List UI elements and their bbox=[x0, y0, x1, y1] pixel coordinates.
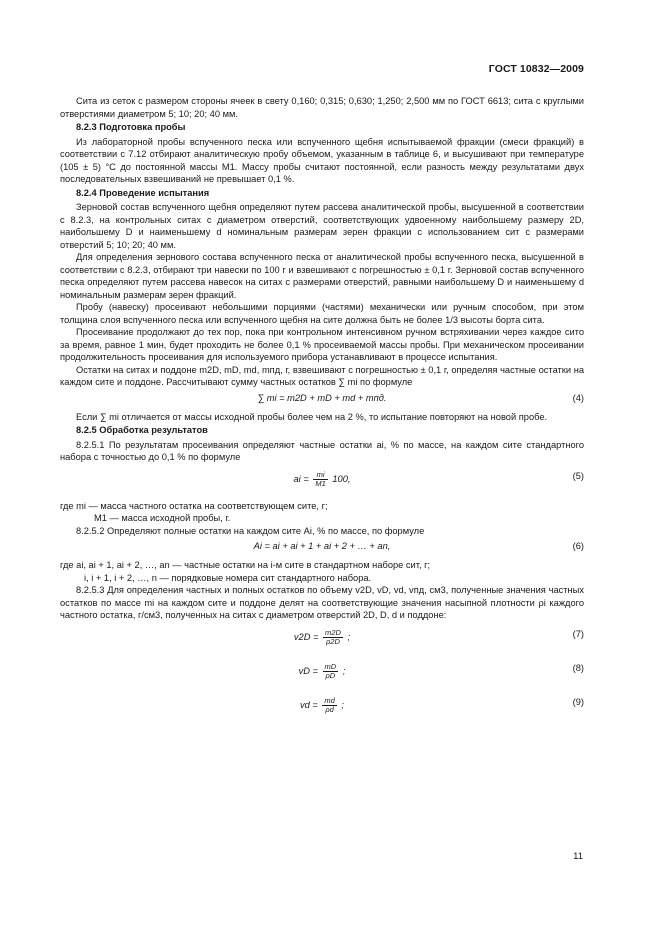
equation-6-number: (6) bbox=[572, 541, 584, 551]
document-body bbox=[60, 95, 584, 726]
equation-9-number: (9) bbox=[572, 696, 584, 707]
equation-7-fraction bbox=[323, 629, 343, 646]
equation-8-body bbox=[60, 663, 584, 680]
equation-7-rhs: ; bbox=[347, 631, 351, 642]
equation-8-denominator: ρD bbox=[325, 670, 336, 680]
equation-4 bbox=[60, 391, 584, 407]
paragraph-full-residues: 8.2.5.2 Определяют полные остатки на каждом сите Ai, % по массе, по формуле bbox=[76, 525, 425, 536]
equation-7-numerator: m2D bbox=[325, 627, 341, 637]
equation-5-rhs: 100, bbox=[332, 473, 351, 484]
equation-5-fraction bbox=[313, 471, 327, 488]
where-clause-1b: M1 — масса исходной пробы, г. bbox=[94, 513, 231, 523]
equation-8 bbox=[60, 658, 584, 688]
heading-8-2-5: 8.2.5 Обработка результатов bbox=[76, 425, 208, 435]
paragraph-sieving-method: Пробу (навеску) просеивают небольшими порциями (частями) механически или ручным способом, при этом толщина слоя вспученного песка или вспученного щебня на сите должна быть не более 1/3 высоты борта сита. bbox=[60, 302, 584, 325]
equation-9-denominator: ρd bbox=[325, 704, 334, 714]
paragraph-repeat-test: Если ∑ mi отличается от массы исходной пробы более чем на 2 %, то испытание повторяют на новой пробе. bbox=[76, 411, 548, 422]
where-clause-2a: где ai, ai + 1, ai + 2, …, an — частные остатки на i-м сите в стандартном наборе сит, г; bbox=[60, 560, 431, 570]
page-number: 11 bbox=[573, 851, 583, 862]
equation-5-number: (5) bbox=[572, 470, 584, 481]
paragraph-partial-residues: 8.2.5.1 По результатам просеивания определяют частные остатки ai, % по массе, на каждом сите стандартного набора с точностью до 0,1 % по формуле bbox=[60, 439, 584, 462]
equation-5-denominator: M1 bbox=[315, 478, 326, 488]
heading-8-2-4: 8.2.4 Проведение испытания bbox=[76, 187, 210, 198]
equation-8-lhs: vD = bbox=[298, 665, 318, 676]
equation-7 bbox=[60, 624, 584, 654]
paragraph-sieves: Сита из сеток с размером стороны ячеек в свету 0,160; 0,315; 0,630; 1,250; 2,500 мм по ГОСТ 6613; сита с круглыми отверстиями диаметром 5; 10; 20; 40 мм. bbox=[60, 96, 584, 119]
equation-5-numerator: mi bbox=[313, 471, 327, 480]
equation-9-numerator: md bbox=[324, 695, 335, 705]
equation-5 bbox=[60, 466, 584, 496]
equation-7-lhs: v2D = bbox=[293, 631, 319, 642]
equation-8-fraction bbox=[323, 663, 339, 680]
paragraph-sieving-duration: Просеивание продолжают до тех пор, пока при контрольном интенсивном ручном встряхивании через каждое сито за время, равное 1 мин, будет проходить не более 0,1 % просеиваемой массы пробы. При механическом просеивании продолжительность просеивания для используемого прибора устанавливают в процессе испытания. bbox=[60, 327, 584, 362]
paragraph-sample-preparation: Из лабораторной пробы вспученного песка или вспученного щебня испытываемой фракции (смеси фракций) в соответствии с 7.12 отбирают аналитическую пробу объемом, указанным в таблице 6, и высушивают при температуре (105 ± 5) °С до постоянной массы M1. Массу пробы считают постоянной, если разность между результатами двух последовательных взвешиваний не превышает 0,1 %. bbox=[60, 136, 584, 184]
where-clause-1a: где mi — масса частного остатка на соответствующем сите, г; bbox=[60, 500, 328, 511]
equation-8-numerator: mD bbox=[324, 661, 337, 671]
paragraph-gravel-grading: Зерновой состав вспученного щебня определяют путем рассева аналитической пробы, высушенной в соответствии с 8.2.3, на контрольных ситах с диаметром отверстий, соответствующих удвоенному наибольшему размеру 2D, наибольшему D и наименьшему d номинальным размерам зерен фракции с использованием сит с размерами отверстий 5; 10; 20; 40 мм. bbox=[60, 202, 584, 250]
equation-5-lhs: ai = bbox=[293, 473, 309, 484]
paragraph-volume-residues: 8.2.5.3 Для определения частных и полных остатков по объему v2D, vD, vd, vпд, см3, полученные значения частных остатков по массе mi на каждом сите и поддоне делят на соответствующие значения насыпной плотности ρi каждого частного остатка, г/см3, полученных на ситах с диаметром отверстий 2D, D, d и поддоне: bbox=[60, 585, 584, 620]
equation-9 bbox=[60, 692, 584, 722]
equation-4-body: ∑ mi = m2D + mD + md + mпд. bbox=[257, 392, 387, 403]
equation-7-body bbox=[60, 629, 584, 646]
equation-9-rhs: ; bbox=[341, 699, 345, 710]
where-clause-2b: i, i + 1, i + 2, …, n — порядковые номера сит стандартного набора. bbox=[84, 572, 372, 583]
equation-8-number: (8) bbox=[572, 662, 584, 673]
equation-5-body bbox=[60, 471, 584, 488]
page-header-standard-number: ГОСТ 10832—2009 bbox=[488, 63, 584, 75]
equation-7-number: (7) bbox=[572, 628, 584, 639]
equation-7-denominator: ρ2D bbox=[326, 636, 340, 646]
paragraph-sand-grading: Для определения зернового состава вспученного песка от аналитической пробы вспученного песка, высушенной в соответствии с 8.2.3, отбирают три навески по 100 г и взвешивают с погрешностью ± 0,1 г. Зерновой состав вспученного песка определяют путем рассева навесок на ситах с размерами отверстий, равными наибольшему D и наименьшему d номинальным размерам зерен фракций. bbox=[60, 252, 584, 300]
equation-9-fraction bbox=[322, 697, 336, 714]
equation-4-number: (4) bbox=[572, 392, 584, 403]
equation-6-body: Ai = ai + ai + 1 + ai + 2 + … + an, bbox=[253, 541, 391, 551]
heading-8-2-3: 8.2.3 Подготовка пробы bbox=[76, 122, 186, 132]
equation-9-lhs: vd = bbox=[299, 699, 318, 710]
equation-6 bbox=[60, 539, 584, 555]
equation-8-rhs: ; bbox=[342, 665, 346, 676]
paragraph-residues-weighing: Остатки на ситах и поддоне m2D, mD, md, mпд, г, взвешивают с погрешностью ± 0,1 г, определяя частные остатки на каждом сите и поддоне. Рассчитывают сумму частных остатков ∑ mi по формуле bbox=[60, 364, 584, 387]
equation-9-body bbox=[60, 697, 584, 714]
